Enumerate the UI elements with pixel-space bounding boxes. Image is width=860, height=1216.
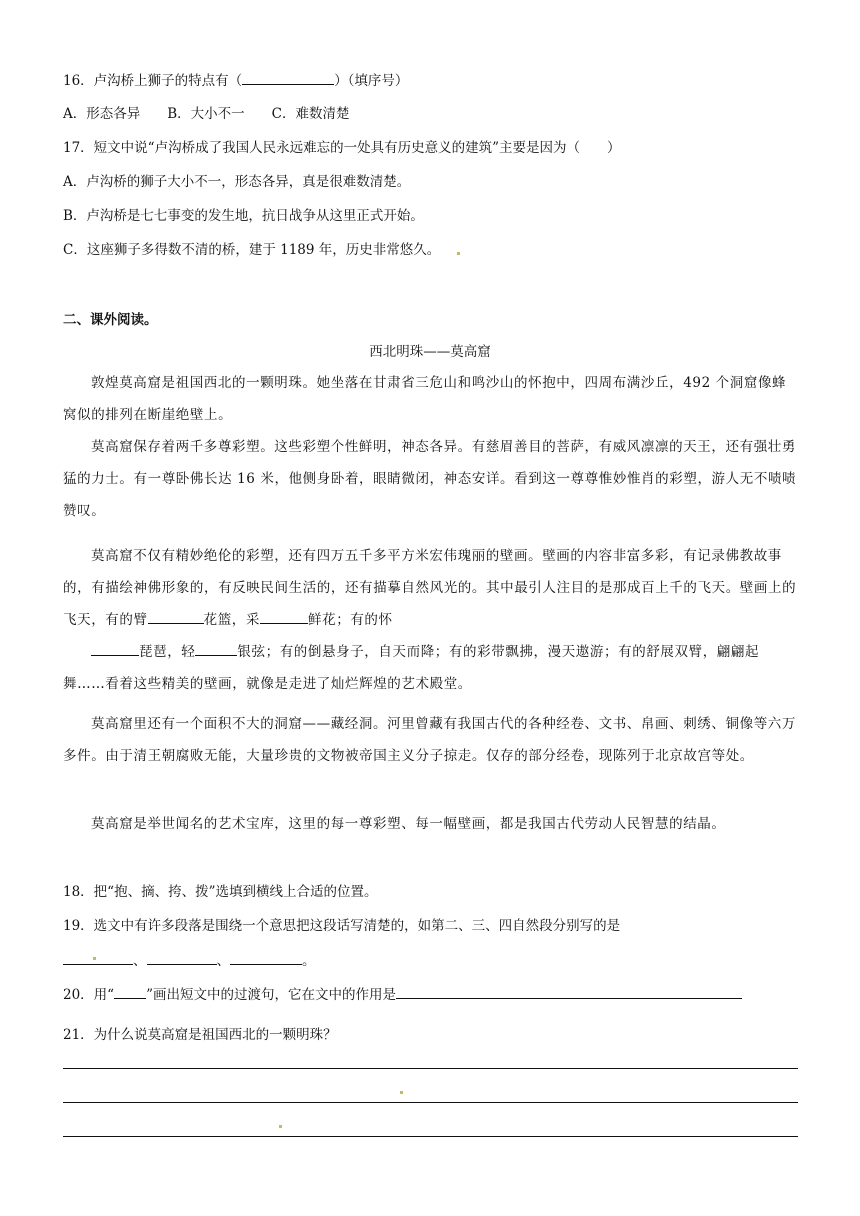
question-19-blanks: 、 、 。 — [63, 950, 316, 971]
question-17-prompt: 17．短文中说“卢沟桥成了我国人民永远难忘的一处具有历史意义的建筑”主要是因为（ ） — [63, 140, 621, 156]
answer-blank[interactable] — [147, 950, 217, 965]
question-18-prompt: 18．把“抱、摘、挎、拨”选填到横线上合适的位置。 — [63, 884, 378, 900]
blank-1[interactable] — [148, 609, 204, 624]
passage-paragraph-5: 莫高窟是举世闻名的艺术宝库，这里的每一尊彩塑、每一幅壁画，都是我国古代劳动人民智慧的结晶。 — [91, 816, 726, 832]
question-19-prompt: 19．选文中有许多段落是围绕一个意思把这段话写清楚的，如第二、三、四自然段分别写的是 — [63, 918, 621, 934]
question-16-options: A．形态各异 B．大小不一 C．难数清楚 — [63, 106, 350, 122]
blank-2[interactable] — [260, 609, 308, 624]
question-16-prompt: 16．卢沟桥上狮子的特点有（ — [63, 73, 243, 89]
question-20: 20．用“ ”画出短文中的过渡句，它在文中的作用是 — [63, 984, 742, 1005]
passage-paragraph-2: 莫高窟保存着两千多尊彩塑。这些彩塑个性鲜明，神态各异。有慈眉善目的菩萨，有威风凛凛的天王，还有强壮勇猛的力士。有一尊卧佛长达 16 米，他侧身卧着，眼睛微闭，神态安详。看到这一尊尊惟妙惟肖的彩塑，游人无不啧啧赞叹。 — [63, 439, 797, 519]
answer-blank[interactable] — [230, 950, 302, 965]
answer-line[interactable] — [63, 1102, 798, 1103]
answer-blank[interactable] — [242, 70, 334, 85]
passage-paragraph-4: 莫高窟里还有一个面积不大的洞窟——藏经洞。河里曾藏有我国古代的各种经卷、文书、帛画、刺绣、铜像等六万多件。由于清王朝腐败无能，大量珍贵的文物被帝国主义分子掠走。仅存的部分经卷，现陈列于北京故宫等处。 — [63, 716, 796, 764]
answer-line[interactable] — [63, 1136, 798, 1137]
question-17-option-a: A．卢沟桥的狮子大小不一，形态各异，真是很难数清楚。 — [63, 174, 411, 190]
answer-line[interactable] — [63, 1068, 798, 1069]
stray-mark — [400, 1091, 403, 1094]
blank-3[interactable] — [91, 641, 139, 656]
blank-4[interactable] — [195, 641, 237, 656]
passage-paragraph-1: 敦煌莫高窟是祖国西北的一颗明珠。她坐落在甘肃省三危山和鸣沙山的怀抱中，四周布满沙丘，492 个洞窟像蜂窝似的排列在断崖绝壁上。 — [63, 375, 787, 423]
stray-mark — [279, 1125, 282, 1128]
question-17-option-b: B．卢沟桥是七七事变的发生地，抗日战争从这里正式开始。 — [63, 208, 424, 224]
stray-mark — [93, 957, 96, 960]
stray-mark — [457, 252, 460, 255]
passage-paragraph-3: 莫高窟不仅有精妙绝伦的彩塑，还有四万五千多平方米宏伟瑰丽的壁画。壁画的内容非富多彩，有记录佛教故事的，有描绘神佛形象的，有反映民间生活的，还有描摹自然风光的。其中最引人注目的是那成百上千的飞天。壁画上的飞天，有的臂 花篮，采 鲜花；有的怀 琵琶，轻 银弦；有的倒悬身子，自天而降；有的彩带飘拂，漫天遨游；有的舒展双臂，翩翩起舞……看着这些精美的壁画，就像是走进了灿烂辉煌的艺术殿堂。 — [63, 548, 797, 692]
answer-blank[interactable] — [114, 984, 146, 999]
question-16-suffix: ）（填序号） — [334, 73, 409, 89]
answer-blank[interactable] — [63, 950, 133, 965]
question-16 — [63, 70, 408, 91]
question-17-option-c: C．这座狮子多得数不清的桥，建于 1189 年，历史非常悠久。 — [63, 242, 441, 258]
section-heading: 二、课外阅读。 — [63, 312, 158, 328]
question-21-prompt: 21．为什么说莫高窟是祖国西北的一颗明珠？ — [63, 1027, 337, 1043]
answer-blank[interactable] — [396, 984, 742, 999]
passage-title: 西北明珠——莫高窟 — [369, 344, 491, 360]
